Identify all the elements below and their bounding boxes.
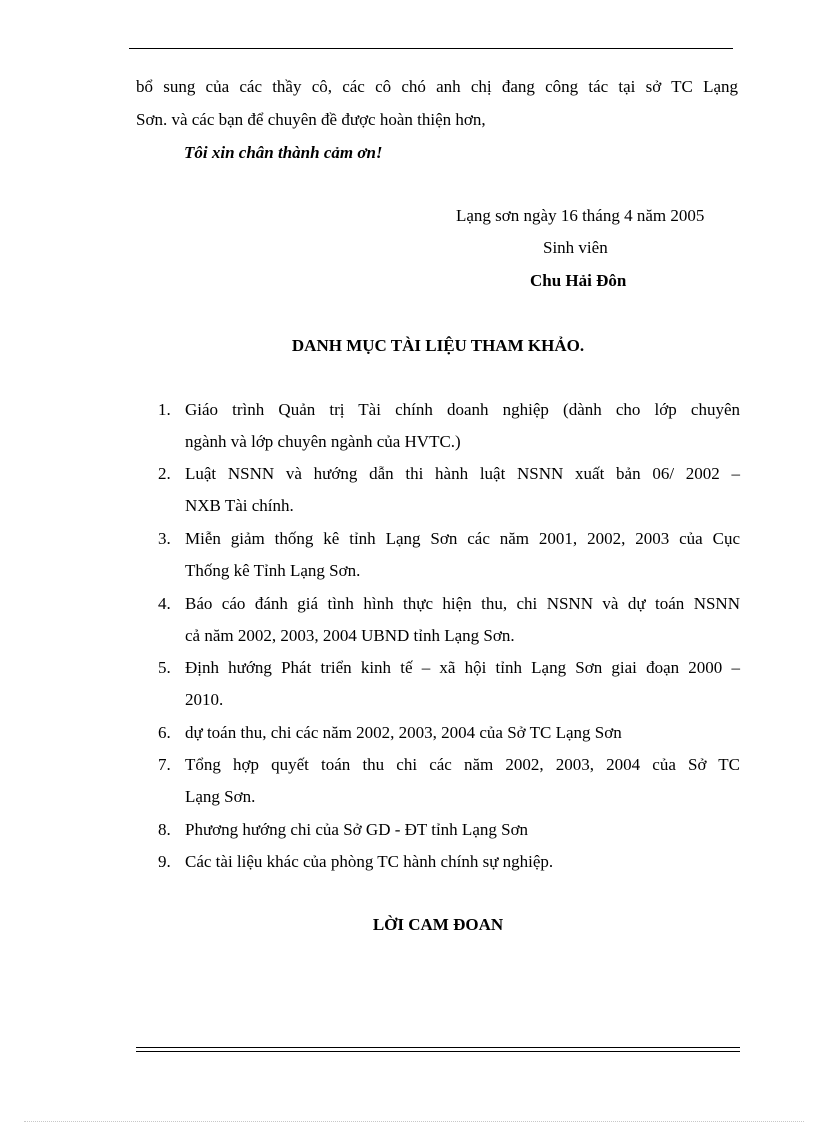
- reference-line: NXB Tài chính.: [185, 496, 294, 515]
- reference-line: 2010.: [185, 690, 224, 709]
- reference-line: Thống kê Tỉnh Lạng Sơn.: [185, 561, 361, 580]
- reference-number: 5.: [158, 658, 171, 677]
- reference-line: ngành và lớp chuyên ngành của HVTC.): [185, 432, 461, 451]
- reference-number: 2.: [158, 464, 171, 483]
- intro-line-2: Sơn. và các bạn để chuyên đề được hoàn thiện hơn,: [136, 110, 486, 129]
- references-title: DANH MỤC TÀI LIỆU THAM KHẢO.: [291, 336, 585, 355]
- reference-line: Giáo trình Quản trị Tài chính doanh nghiệp (dành cho lớp chuyên: [185, 400, 740, 419]
- reference-line: Phương hướng chi của Sở GD - ĐT tỉnh Lạng Sơn: [185, 820, 529, 839]
- reference-line: Lạng Sơn.: [185, 787, 256, 806]
- reference-number: 8.: [158, 820, 171, 839]
- reference-line: Các tài liệu khác của phòng TC hành chính sự nghiệp.: [185, 852, 554, 871]
- declaration-title: LỜI CAM ĐOAN: [372, 915, 504, 934]
- intro-line-1: bổ sung của các thầy cô, các cô chó anh chị đang công tác tại sở TC Lạng: [136, 77, 738, 96]
- reference-line: Định hướng Phát triển kinh tế – xã hội tỉnh Lạng Sơn giai đoạn 2000 –: [185, 658, 740, 677]
- signature-name: Chu Hải Đôn: [530, 271, 627, 290]
- reference-number: 4.: [158, 594, 171, 613]
- reference-number: 6.: [158, 723, 171, 742]
- reference-number: 9.: [158, 852, 171, 871]
- signature-role: Sinh viên: [543, 238, 608, 257]
- reference-line: Miễn giảm thống kê tỉnh Lạng Sơn các năm 2001, 2002, 2003 của Cục: [185, 529, 740, 548]
- reference-number: 3.: [158, 529, 171, 548]
- reference-line: cả năm 2002, 2003, 2004 UBND tỉnh Lạng Sơn.: [185, 626, 515, 645]
- reference-number: 7.: [158, 755, 171, 774]
- thanks-line: Tôi xin chân thành cảm ơn!: [184, 143, 383, 162]
- reference-line: Báo cáo đánh giá tình hình thực hiện thu, chi NSNN và dự toán NSNN: [185, 594, 740, 613]
- reference-line: Luật NSNN và hướng dẫn thi hành luật NSNN xuất bản 06/ 2002 –: [185, 464, 740, 483]
- reference-line: Tổng hợp quyết toán thu chi các năm 2002, 2003, 2004 của Sở TC: [185, 755, 740, 774]
- signature-date-place: Lạng sơn ngày 16 tháng 4 năm 2005: [456, 206, 705, 225]
- reference-number: 1.: [158, 400, 171, 419]
- page-edge: [24, 1121, 804, 1122]
- reference-line: dự toán thu, chi các năm 2002, 2003, 2004 của Sở TC Lạng Sơn: [185, 723, 622, 742]
- header-rule: [129, 48, 733, 49]
- footer-rule: [136, 1047, 740, 1052]
